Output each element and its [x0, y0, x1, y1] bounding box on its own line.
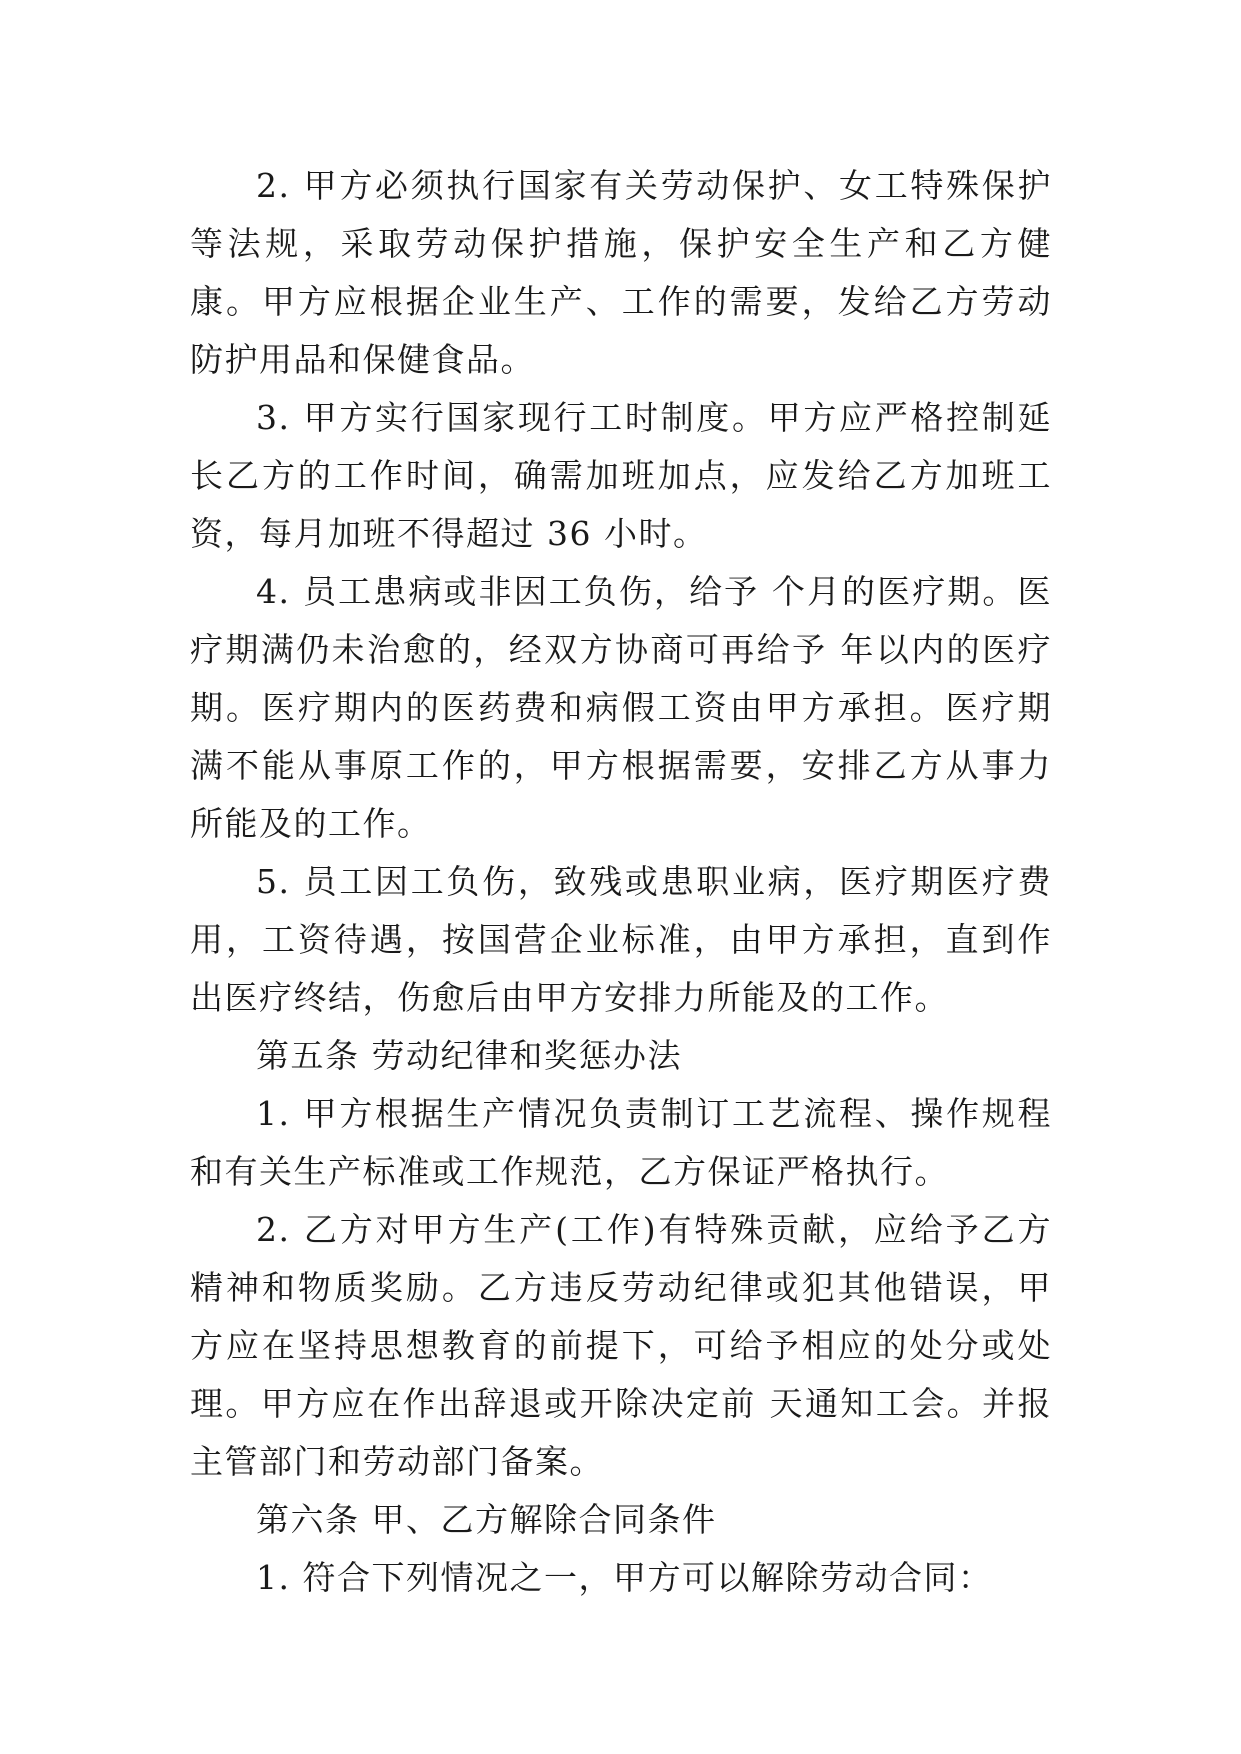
document-body	[190, 157, 1052, 1607]
clause-paragraph-process-rules: 1. 甲方根据生产情况负责制订工艺流程、操作规程和有关生产标准或工作规范，乙方保证严格执行。	[190, 1094, 1052, 1191]
clause-paragraph-labor-protection: 2. 甲方必须执行国家有关劳动保护、女工特殊保护等法规，采取劳动保护措施，保护安全生产和乙方健康。甲方应根据企业生产、工作的需要，发给乙方劳动防护用品和保健食品。	[190, 166, 1052, 379]
clause-paragraph-rewards-penalties: 2. 乙方对甲方生产(工作)有特殊贡献，应给予乙方精神和物质奖励。乙方违反劳动纪律或犯其他错误，甲方应在坚持思想教育的前提下，可给予相应的处分或处理。甲方应在作出辞退或开除决定前 天通知工会。并报主管部门和劳动部门备案。	[190, 1210, 1052, 1481]
article-heading-discipline: 第五条 劳动纪律和奖惩办法	[256, 1036, 682, 1075]
clause-paragraph-work-injury: 5. 员工因工负伤，致残或患职业病，医疗期医疗费用，工资待遇，按国营企业标准，由甲方承担，直到作出医疗终结，伤愈后由甲方安排力所能及的工作。	[190, 862, 1052, 1017]
clause-paragraph-medical-period: 4. 员工患病或非因工负伤，给予 个月的医疗期。医疗期满仍未治愈的，经双方协商可再给予 年以内的医疗期。医疗期内的医药费和病假工资由甲方承担。医疗期满不能从事原工作的，甲方根据需要，安排乙方从事力所能及的工作。	[190, 572, 1052, 843]
clause-paragraph-termination-conditions: 1. 符合下列情况之一，甲方可以解除劳动合同：	[256, 1558, 993, 1597]
clause-paragraph-working-hours: 3. 甲方实行国家现行工时制度。甲方应严格控制延长乙方的工作时间，确需加班加点，应发给乙方加班工资，每月加班不得超过 36 小时。	[190, 398, 1052, 553]
article-heading-termination: 第六条 甲、乙方解除合同条件	[256, 1500, 717, 1539]
